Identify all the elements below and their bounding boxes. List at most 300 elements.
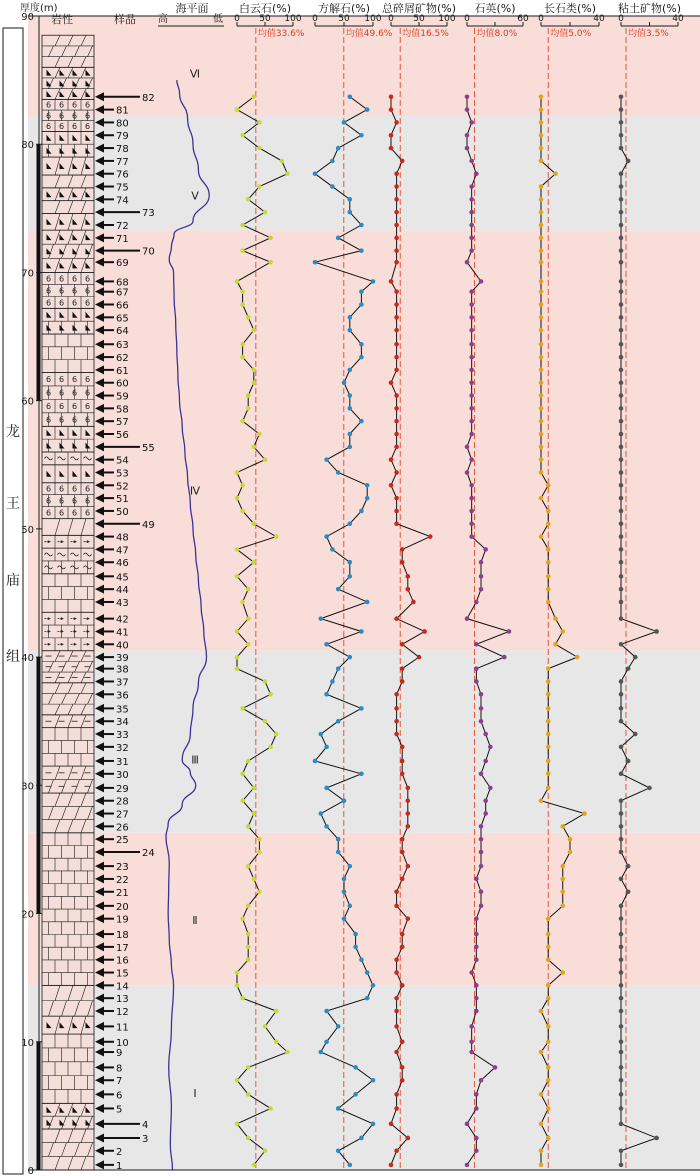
band-3 xyxy=(28,651,700,833)
data-point xyxy=(394,260,399,265)
data-point xyxy=(619,248,624,253)
data-point xyxy=(324,1039,329,1044)
sample-label: 52 xyxy=(116,481,129,493)
lith-unit-14 xyxy=(42,574,94,612)
data-point xyxy=(626,159,631,164)
data-point xyxy=(539,355,544,360)
data-point xyxy=(336,587,341,592)
data-point xyxy=(324,786,329,791)
sequence-label: Ⅵ xyxy=(189,67,201,81)
sequence-label: Ⅲ xyxy=(191,753,199,767)
sample-label: 15 xyxy=(116,968,129,980)
data-point xyxy=(546,483,551,488)
data-point xyxy=(539,1092,544,1097)
data-point xyxy=(240,916,245,921)
sample-label: 13 xyxy=(116,994,129,1006)
data-point xyxy=(619,1106,624,1111)
data-point xyxy=(619,996,624,1001)
data-point xyxy=(319,732,324,737)
data-point xyxy=(240,996,245,1001)
lith-unit-1 xyxy=(42,1129,94,1170)
data-point xyxy=(371,983,376,988)
lith-unit-10 xyxy=(42,715,94,728)
sample-label: 73 xyxy=(142,208,155,220)
data-point xyxy=(546,1106,551,1111)
fossil-symbol: 6 xyxy=(84,286,91,296)
data-point xyxy=(400,877,405,882)
data-point xyxy=(469,223,474,228)
data-point xyxy=(274,1009,279,1014)
data-point xyxy=(411,600,416,605)
sample-label: 24 xyxy=(142,848,155,860)
data-point xyxy=(560,889,565,894)
data-point xyxy=(336,719,341,724)
data-point xyxy=(619,315,624,320)
data-point xyxy=(619,368,624,373)
fossil-symbol: 6 xyxy=(84,375,91,385)
data-point xyxy=(330,159,335,164)
data-point xyxy=(348,521,353,526)
data-point xyxy=(619,1039,624,1044)
data-point xyxy=(235,279,240,284)
data-point xyxy=(474,1092,479,1097)
data-point xyxy=(546,692,551,697)
lith-unit-8 xyxy=(42,766,94,793)
lith-unit-6 xyxy=(42,833,94,986)
data-point xyxy=(400,1078,405,1083)
sample-label: 63 xyxy=(116,340,129,352)
data-point xyxy=(479,692,484,697)
sample-label: 42 xyxy=(116,614,129,626)
data-point xyxy=(539,289,544,294)
sample-label: 39 xyxy=(116,653,129,665)
data-point xyxy=(330,547,335,552)
data-point xyxy=(394,342,399,347)
sample-label: 77 xyxy=(116,156,129,168)
series-title: 石英(%) xyxy=(474,2,516,15)
data-point xyxy=(365,496,370,501)
data-point xyxy=(274,534,279,539)
data-point xyxy=(546,521,551,526)
fossil-symbol: 6 xyxy=(84,122,91,132)
data-point xyxy=(359,419,364,424)
lith-unit-box xyxy=(42,519,94,536)
data-point xyxy=(246,616,251,621)
fossil-symbol: 6 xyxy=(71,402,78,412)
data-point xyxy=(246,315,251,320)
data-point xyxy=(235,666,240,671)
data-point xyxy=(539,159,544,164)
data-point xyxy=(313,759,318,764)
data-point xyxy=(394,616,399,621)
data-point xyxy=(654,1136,659,1141)
data-point xyxy=(394,1024,399,1029)
data-point xyxy=(626,759,631,764)
fossil-symbol: 6 xyxy=(71,298,78,308)
sample-label: 41 xyxy=(116,627,129,639)
fossil-symbol: 6 xyxy=(71,375,78,385)
data-point xyxy=(469,197,474,202)
data-point xyxy=(619,692,624,697)
samples-header: 样品 xyxy=(114,13,136,26)
data-point xyxy=(474,1009,479,1014)
fossil-symbol: 6 xyxy=(58,415,65,425)
data-point xyxy=(252,445,257,450)
data-point xyxy=(257,837,262,842)
data-point xyxy=(479,574,484,579)
data-point xyxy=(539,133,544,138)
fossil-symbol: 6 xyxy=(84,388,91,398)
data-point xyxy=(539,197,544,202)
data-point xyxy=(619,380,624,385)
data-point xyxy=(619,496,624,501)
data-point xyxy=(394,223,399,228)
dot-symbol xyxy=(86,541,88,543)
dot-symbol xyxy=(60,617,62,619)
data-point xyxy=(469,355,474,360)
data-point xyxy=(394,970,399,975)
sample-label: 60 xyxy=(116,378,129,390)
data-point xyxy=(235,470,240,475)
data-point xyxy=(546,932,551,937)
sample-label: 25 xyxy=(116,835,129,847)
mean-label: 均值33.6% xyxy=(257,29,305,39)
data-point xyxy=(469,457,474,462)
fossil-symbol: 6 xyxy=(84,274,91,284)
data-point xyxy=(474,1136,479,1141)
sample-label: 7 xyxy=(116,1076,123,1088)
data-point xyxy=(619,811,624,816)
sample-label: 17 xyxy=(116,942,129,954)
data-point xyxy=(546,759,551,764)
data-point xyxy=(469,406,474,411)
band-1 xyxy=(28,985,700,1170)
data-point xyxy=(546,587,551,592)
data-point xyxy=(324,745,329,750)
lith-unit-35 xyxy=(42,35,94,67)
series-title: 粘土矿物(%) xyxy=(617,2,682,15)
data-point xyxy=(330,679,335,684)
data-point xyxy=(647,786,652,791)
data-point xyxy=(539,445,544,450)
data-point xyxy=(268,236,273,241)
data-point xyxy=(546,1078,551,1083)
data-point xyxy=(469,368,474,373)
lith-unit-15 xyxy=(42,548,94,574)
data-point xyxy=(348,94,353,99)
data-point xyxy=(406,798,411,803)
data-point xyxy=(359,133,364,138)
sample-label: 2 xyxy=(116,1146,123,1158)
data-point xyxy=(619,574,624,579)
data-point xyxy=(479,771,484,776)
data-point xyxy=(348,1163,353,1168)
data-point xyxy=(394,406,399,411)
data-point xyxy=(582,811,587,816)
data-point xyxy=(546,945,551,950)
sample-label: 23 xyxy=(116,862,129,874)
data-point xyxy=(252,368,257,373)
data-point xyxy=(252,521,257,526)
data-point xyxy=(479,719,484,724)
data-point xyxy=(465,1163,470,1168)
data-point xyxy=(263,210,268,215)
sequence-label: Ⅴ xyxy=(191,189,199,203)
data-point xyxy=(619,302,624,307)
data-point xyxy=(469,120,474,125)
fossil-symbol: 6 xyxy=(84,100,91,110)
sample-label: 79 xyxy=(116,131,129,143)
formation-label-char-3: 庙 xyxy=(6,573,20,589)
data-point xyxy=(619,957,624,962)
dot-symbol xyxy=(60,541,62,543)
fossil-symbol: 6 xyxy=(84,496,91,506)
data-point xyxy=(359,289,364,294)
data-point xyxy=(348,328,353,333)
fossil-symbol: 6 xyxy=(45,402,52,412)
data-point xyxy=(336,470,341,475)
data-point xyxy=(619,824,624,829)
fossil-symbol: 6 xyxy=(58,274,65,284)
data-point xyxy=(252,94,257,99)
data-point xyxy=(406,864,411,869)
data-point xyxy=(348,406,353,411)
data-point xyxy=(257,146,262,151)
data-point xyxy=(619,600,624,605)
data-point xyxy=(348,315,353,320)
sample-label: 72 xyxy=(116,221,129,233)
data-point xyxy=(235,547,240,552)
y-tick-label-90: 90 xyxy=(21,12,34,23)
data-point xyxy=(246,1092,251,1097)
lith-unit-25 xyxy=(42,272,94,308)
data-point xyxy=(400,1039,405,1044)
y-tick-label-10: 10 xyxy=(21,1037,34,1049)
dot-symbol xyxy=(86,617,88,619)
data-point xyxy=(235,629,240,634)
data-point xyxy=(539,496,544,501)
data-point xyxy=(619,445,624,450)
data-point xyxy=(474,877,479,882)
fossil-symbol: 6 xyxy=(58,388,65,398)
fossil-symbol: 6 xyxy=(71,508,78,518)
sample-label: 18 xyxy=(116,930,129,942)
data-point xyxy=(342,798,347,803)
data-point xyxy=(619,393,624,398)
sample-label: 9 xyxy=(116,1048,123,1060)
data-point xyxy=(252,328,257,333)
data-point xyxy=(240,419,245,424)
data-point xyxy=(263,1148,268,1153)
data-point xyxy=(474,957,479,962)
data-point xyxy=(546,1065,551,1070)
data-point xyxy=(479,850,484,855)
fossil-symbol: 6 xyxy=(45,508,52,518)
data-point xyxy=(479,864,484,869)
data-point xyxy=(394,315,399,320)
data-point xyxy=(406,786,411,791)
dot-symbol xyxy=(86,643,88,645)
fossil-symbol: 6 xyxy=(84,298,91,308)
data-point xyxy=(539,432,544,437)
data-point xyxy=(619,223,624,228)
data-point xyxy=(319,1050,324,1055)
data-point xyxy=(619,146,624,151)
data-point xyxy=(400,547,405,552)
data-point xyxy=(546,509,551,514)
data-point xyxy=(406,1136,411,1141)
data-point xyxy=(348,574,353,579)
sample-label: 78 xyxy=(116,144,129,156)
data-point xyxy=(474,171,479,176)
sample-label: 26 xyxy=(116,822,129,834)
fossil-symbol: 6 xyxy=(45,100,52,110)
data-point xyxy=(252,877,257,882)
lith-unit-34 xyxy=(42,67,94,99)
data-point xyxy=(479,706,484,711)
lithology-header: 岩性 xyxy=(51,13,73,26)
lith-unit-5 xyxy=(42,985,94,1016)
data-point xyxy=(619,406,624,411)
data-point xyxy=(285,1050,290,1055)
data-point xyxy=(400,759,405,764)
sample-label: 14 xyxy=(116,981,129,993)
data-point xyxy=(507,629,512,634)
data-point xyxy=(633,655,638,660)
data-point xyxy=(389,483,394,488)
sample-label: 1 xyxy=(116,1160,123,1172)
data-point xyxy=(319,616,324,621)
x-tick-label: 0 xyxy=(618,14,624,24)
data-point xyxy=(619,342,624,347)
data-point xyxy=(235,1122,240,1127)
data-point xyxy=(246,759,251,764)
data-point xyxy=(619,133,624,138)
data-point xyxy=(619,771,624,776)
data-point xyxy=(394,368,399,373)
lith-unit-29 xyxy=(42,188,94,201)
sample-label: 80 xyxy=(116,118,129,130)
data-point xyxy=(539,279,544,284)
lith-unit-26 xyxy=(42,230,94,272)
data-point xyxy=(240,355,245,360)
x-tick-label: 40 xyxy=(593,14,605,24)
data-point xyxy=(246,197,251,202)
data-point xyxy=(488,745,493,750)
data-point xyxy=(619,560,624,565)
data-point xyxy=(359,629,364,634)
fossil-symbol: 6 xyxy=(71,388,78,398)
data-point xyxy=(389,457,394,462)
data-point xyxy=(394,248,399,253)
data-point xyxy=(465,146,470,151)
data-point xyxy=(469,496,474,501)
data-point xyxy=(324,824,329,829)
data-point xyxy=(359,223,364,228)
y-tick-label-80: 80 xyxy=(21,140,34,152)
data-point xyxy=(465,133,470,138)
sample-label: 5 xyxy=(116,1104,123,1116)
data-point xyxy=(389,380,394,385)
sample-label: 82 xyxy=(142,92,155,104)
data-point xyxy=(539,470,544,475)
data-point xyxy=(394,210,399,215)
mean-label: 均值3.5% xyxy=(627,29,669,39)
data-point xyxy=(400,560,405,565)
lith-unit-box xyxy=(42,683,94,715)
data-point xyxy=(394,706,399,711)
data-point xyxy=(619,521,624,526)
sample-label: 70 xyxy=(142,246,155,258)
data-point xyxy=(406,574,411,579)
data-point xyxy=(342,916,347,921)
data-point xyxy=(348,445,353,450)
fossil-symbol: 6 xyxy=(71,484,78,494)
data-point xyxy=(619,328,624,333)
data-point xyxy=(257,184,262,189)
data-point xyxy=(371,1078,376,1083)
fossil-symbol: 6 xyxy=(58,484,65,494)
sample-label: 51 xyxy=(116,494,129,506)
fossil-symbol: 6 xyxy=(58,375,65,385)
data-point xyxy=(263,679,268,684)
sample-label: 67 xyxy=(116,287,129,299)
data-point xyxy=(619,457,624,462)
data-point xyxy=(400,771,405,776)
data-point xyxy=(268,692,273,697)
data-point xyxy=(619,1078,624,1083)
data-point xyxy=(324,642,329,647)
data-point xyxy=(539,260,544,265)
data-point xyxy=(619,679,624,684)
x-tick-label: 50 xyxy=(413,14,425,24)
data-point xyxy=(493,1065,498,1070)
data-point xyxy=(394,393,399,398)
data-point xyxy=(474,983,479,988)
data-point xyxy=(546,916,551,921)
sample-label: 28 xyxy=(116,796,129,808)
fossil-symbol: 6 xyxy=(45,496,52,506)
data-point xyxy=(469,184,474,189)
dot-symbol xyxy=(60,630,62,632)
data-point xyxy=(394,432,399,437)
data-point xyxy=(479,837,484,842)
dot-symbol xyxy=(73,541,75,543)
sea-low-label: 低 xyxy=(213,14,223,25)
lith-unit-17 xyxy=(42,519,94,536)
data-point xyxy=(235,983,240,988)
data-point xyxy=(539,210,544,215)
dot-symbol xyxy=(47,617,49,619)
data-point xyxy=(365,996,370,1001)
data-point xyxy=(263,719,268,724)
fossil-symbol: 6 xyxy=(71,274,78,284)
x-tick-label: 0 xyxy=(312,14,318,24)
mean-label: 均值8.0% xyxy=(476,29,518,39)
data-point xyxy=(539,236,544,241)
fossil-symbol: 6 xyxy=(45,375,52,385)
data-point xyxy=(469,534,474,539)
sample-label: 53 xyxy=(116,468,129,480)
data-point xyxy=(539,457,544,462)
data-point xyxy=(619,1092,624,1097)
sample-label: 29 xyxy=(116,783,129,795)
data-point xyxy=(619,120,624,125)
data-point xyxy=(240,483,245,488)
data-point xyxy=(336,850,341,855)
data-point xyxy=(619,547,624,552)
data-point xyxy=(389,107,394,112)
